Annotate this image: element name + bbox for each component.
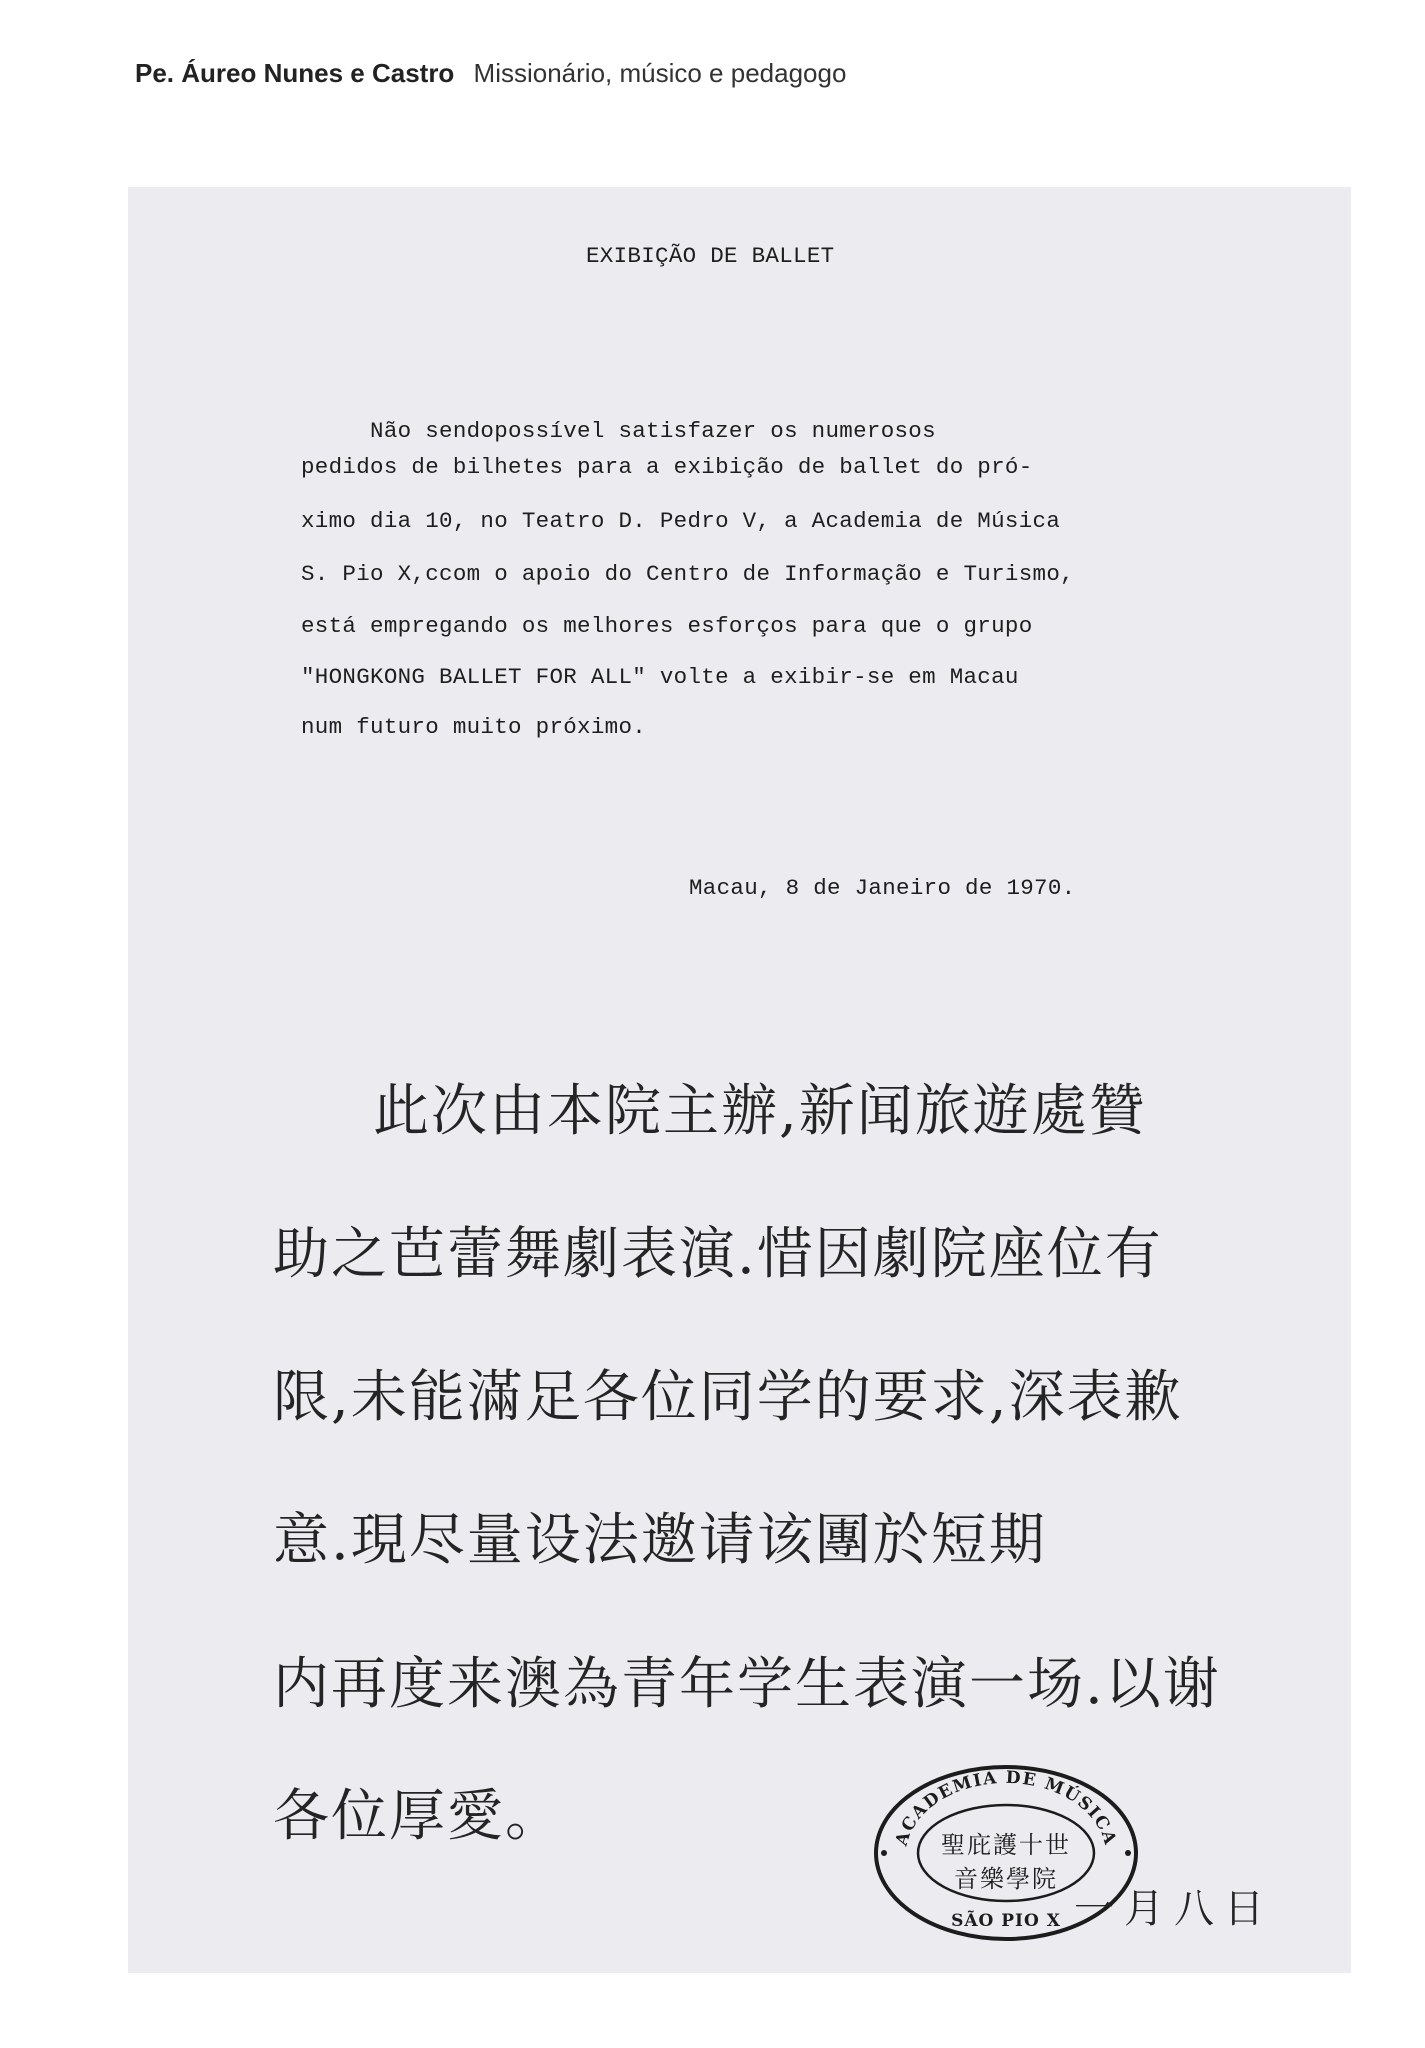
notice-paragraph-line: ximo dia 10, no Teatro D. Pedro V, a Academia de Música	[301, 508, 1061, 534]
running-head-subtitle: Missionário, músico e pedagogo	[473, 58, 847, 88]
notice-paragraph-line: "HONGKONG BALLET FOR ALL" volte a exibir-se em Macau	[301, 664, 1019, 690]
notice-paragraph-line: pedidos de bilhetes para a exibição de ballet do pró-	[301, 454, 1033, 480]
handwritten-date: 一月八日	[1074, 1886, 1274, 1932]
notice-date: Macau, 8 de Janeiro de 1970.	[689, 875, 1076, 901]
running-head-author: Pe. Áureo Nunes e Castro	[135, 58, 455, 88]
handwritten-line: 意.現尽量设法邀请该團於短期	[273, 1508, 1047, 1573]
notice-paragraph-line: está empregando os melhores esforços para que o grupo	[301, 613, 1033, 639]
seal-chinese-line-2: 音樂學院	[954, 1865, 1058, 1893]
running-head	[135, 58, 846, 89]
notice-title: EXIBIÇÃO DE BALLET	[586, 243, 835, 269]
handwritten-line: 此次由本院主辦,新闻旅遊處贊	[373, 1079, 1147, 1144]
handwritten-line: 内再度来澳為青年学生表演一场.以谢	[273, 1652, 1221, 1717]
handwritten-line: 限,未能滿足各位同学的要求,深表歉	[273, 1365, 1183, 1430]
notice-paragraph-line: Não sendopossível satisfazer os numerosos	[301, 418, 936, 444]
notice-paragraph-line: S. Pio X,ccom o apoio do Centro de Informação e Turismo,	[301, 561, 1074, 587]
seal-chinese-line-1: 聖庇護十世	[941, 1831, 1071, 1859]
handwritten-line: 助之芭蕾舞劇表演.惜因劇院座位有	[273, 1222, 1163, 1287]
handwritten-line: 各位厚愛。	[273, 1784, 563, 1849]
notice-paragraph-line: num futuro muito próximo.	[301, 714, 647, 740]
seal-top-text: ACADEMIA DE MÚSICA	[891, 1767, 1121, 1849]
document-sheet	[128, 187, 1351, 1973]
seal-bottom-text: SÃO PIO X	[951, 1911, 1061, 1931]
